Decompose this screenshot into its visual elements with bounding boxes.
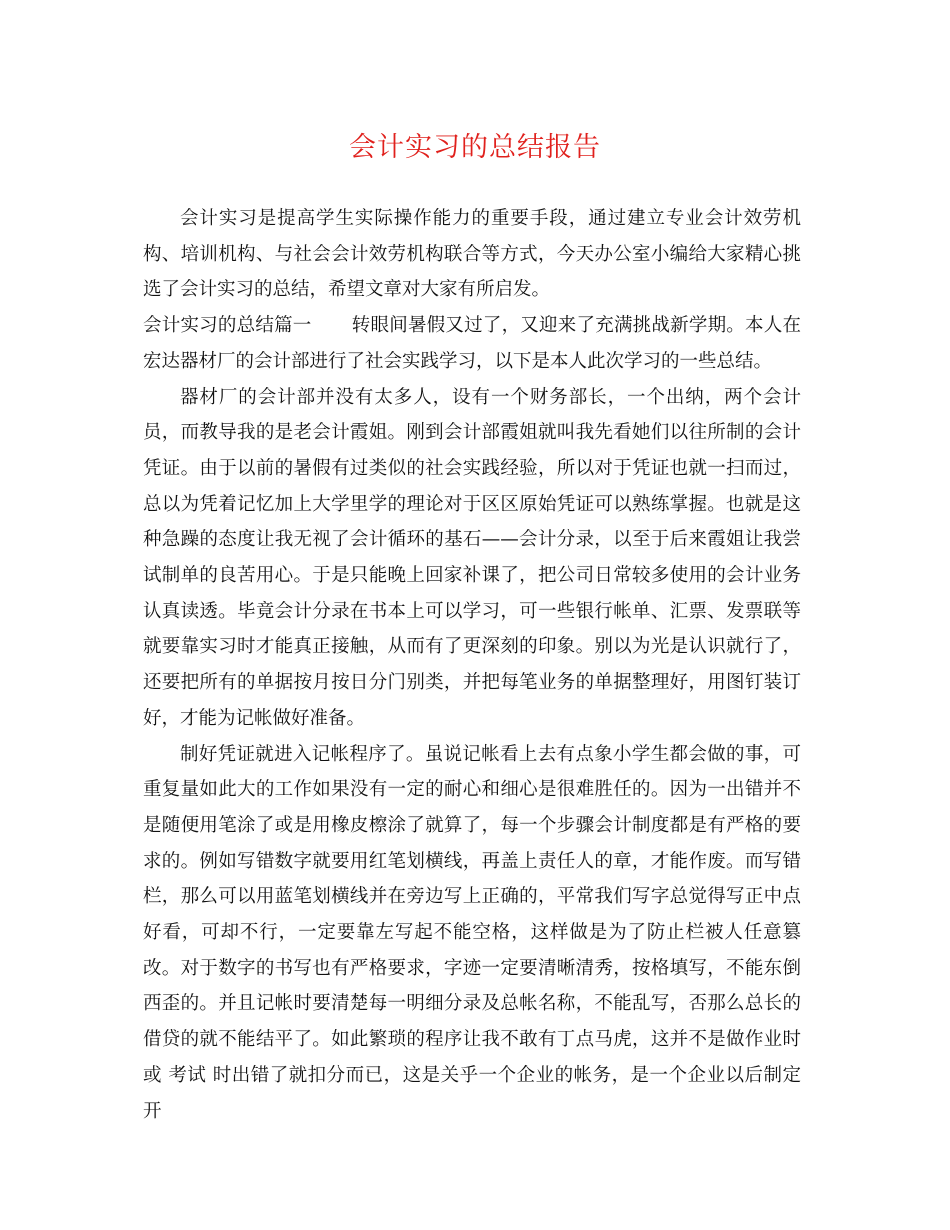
document-body [143, 201, 801, 1129]
section-paragraph [143, 308, 801, 379]
section-rest: 宏达器材厂的会计部进行了社会实践学习，以下是本人此次学习的一些总结。 [143, 350, 773, 372]
section-heading: 会计实习的总结篇一 [143, 315, 312, 337]
intro-paragraph: 会计实习是提高学生实际操作能力的重要手段，通过建立专业会计效劳机构、培训机构、与社会会计效劳机构联合等方式，今天办公室小编给大家精心挑选了会计实习的总结，希望文章对大家有所启发。 [143, 208, 801, 301]
section-heading-line [143, 315, 801, 336]
document-title: 会计实习的总结报告 [349, 132, 601, 163]
section-first-line: 转眼间暑假又过了，又迎来了充满挑战新学期。本人在 [351, 315, 801, 337]
body-paragraph-2: 器材厂的会计部并没有太多人，设有一个财务部长，一个出纳，两个会计员，而教导我的是老会计霞姐。刚到会计部霞姐就叫我先看她们以往所制的会计凭证。由于以前的暑假有过类似的社会实践经验，所以对于凭证也就一扫而过，总以为凭着记忆加上大学里学的理论对于区区原始凭证可以熟练掌握。也就是这种急躁的态度让我无视了会计循环的基石——会计分录，以至于后来霞姐让我尝试制单的良苦用心。于是只能晚上回家补课了，把公司日常较多使用的会计业务认真读透。毕竟会计分录在书本上可以学习，可一些银行帐单、汇票、发票联等就要靠实习时才能真正接触，从而有了更深刻的印象。别以为光是认识就行了，还要把所有的单据按月按日分门别类，并把每笔业务的单据整理好，用图钉装订好，才能为记帐做好准备。 [143, 386, 801, 729]
body-paragraph-3: 制好凭证就进入记帐程序了。虽说记帐看上去有点象小学生都会做的事，可重复量如此大的工作如果没有一定的耐心和细心是很难胜任的。因为一出错并不是随便用笔涂了或是用橡皮檫涂了就算了，每一个步骤会计制度都是有严格的要求的。例如写错数字就要用红笔划横线，再盖上责任人的章，才能作废。而写错栏，那么可以用蓝笔划横线并在旁边写上正确的，平常我们写字总觉得写正中点好看，可却不行，一定要靠左写起不能空格，这样做是为了防止栏被人任意篡改。对于数字的书写也有严格要求，字迹一定要清晰清秀，按格填写，不能东倒西歪的。并且记帐时要清楚每一明细分录及总帐名称，不能乱写，否那么总长的借贷的就不能结平了。如此繁琐的程序让我不敢有丁点马虎，这并不是做作业时或 考试 时出错了就扣分而已，这是关乎一个企业的帐务，是一个企业以后制定开 [143, 743, 801, 1122]
